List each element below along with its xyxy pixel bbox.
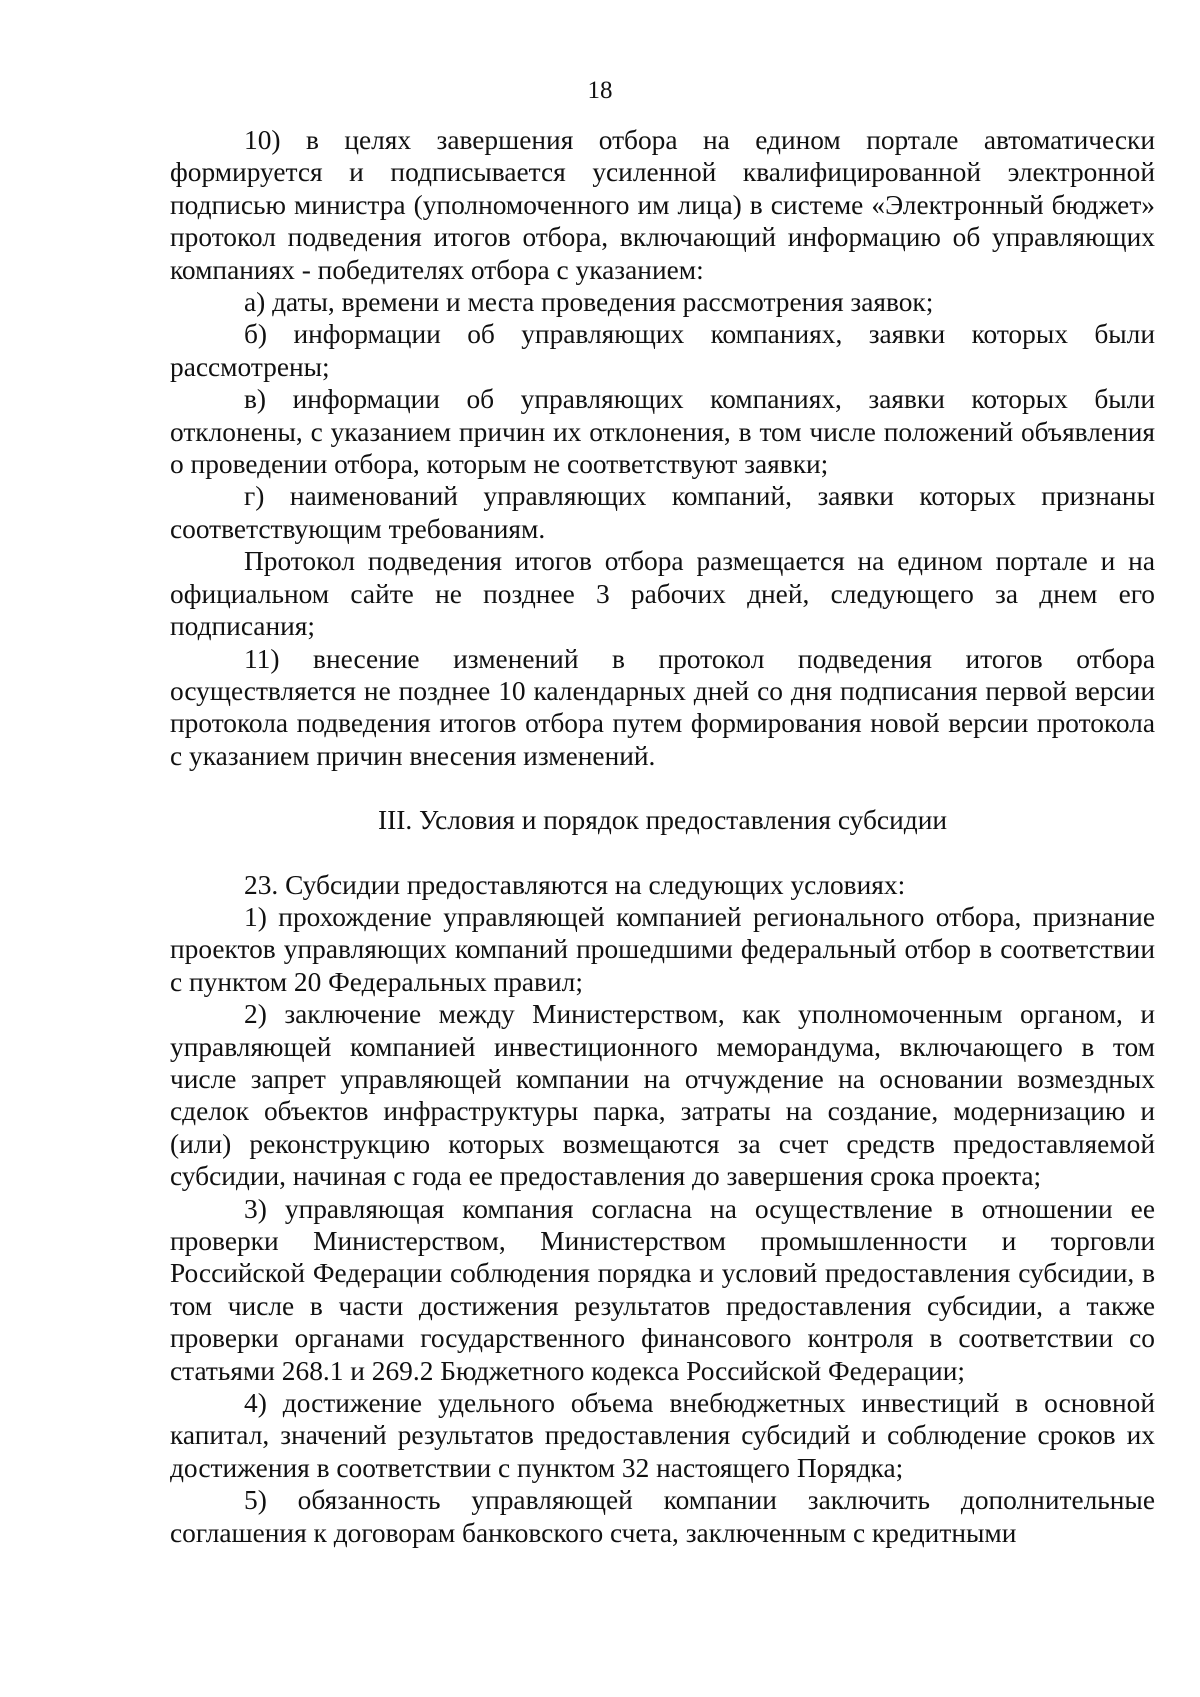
paragraph-condition-3: 3) управляющая компания согласна на осуществление в отношении ее проверки Министерством, Министерством промышленности и торговли Российской Федерации соблюдения порядка и условий предоставления субсидии, в том числе в части достижения результатов предоставления субсидии, а также проверки органами государственного финансового контроля в соответствии со статьями 268.1 и 269.2 Бюджетного кодекса Российской Федерации; — [170, 1193, 1155, 1386]
paragraph-subitem-a: а) даты, времени и места проведения рассмотрения заявок; — [244, 287, 934, 318]
paragraph-condition-1: 1) прохождение управляющей компанией регионального отбора, признание проектов управляющих компаний прошедшими федеральный отбор в соответствии с пунктом 20 Федеральных правил; — [170, 901, 1155, 997]
paragraph-condition-5: 5) обязанность управляющей компании заключить дополнительные соглашения к договорам банковского счета, заключенным с кредитными — [170, 1485, 1155, 1548]
paragraph-item-10: 10) в целях завершения отбора на едином портале автоматически формируется и подписывается усиленной квалифицированной электронной подписью министра (уполномоченного им лица) в системе «Электронный бюджет» протокол подведения итогов отбора, включающий информацию об управляющих компаниях - победителях отбора с указанием: — [170, 125, 1155, 285]
paragraph-condition-2: 2) заключение между Министерством, как уполномоченным органом, и управляющей компанией инвестиционного меморандума, включающего в том числе запрет управляющей компании на отчуждение на основании возмездных сделок объектов инфраструктуры парка, затраты на создание, модернизацию и (или) реконструкцию которых возмещаются за счет средств предоставляемой субсидии, начиная с года ее предоставления до завершения срока проекта; — [170, 999, 1155, 1192]
paragraph-subitem-v: в) информации об управляющих компаниях, заявки которых были отклонены, с указанием причин их отклонения, в том числе положений объявления о проведении отбора, которым не соответствуют заявки; — [170, 384, 1155, 480]
document-body — [170, 124, 1155, 1549]
paragraph-item-11: 11) внесение изменений в протокол подведения итогов отбора осуществляется не позднее 10 календарных дней со дня подписания первой версии протокола подведения итогов отбора путем формирования новой версии протокола с указанием причин внесения изменений. — [170, 643, 1155, 771]
page-number: 18 — [587, 77, 613, 104]
paragraph-condition-4: 4) достижение удельного объема внебюджетных инвестиций в основной капитал, значений результатов предоставления субсидий и соблюдение сроков их достижения в соответствии с пунктом 32 настоящего Порядка; — [170, 1388, 1155, 1483]
section-heading: III. Условия и порядок предоставления субсидии — [377, 805, 948, 836]
paragraph-subitem-b: б) информации об управляющих компаниях, заявки которых были рассмотрены; — [170, 319, 1155, 382]
paragraph-subitem-g: г) наименований управляющих компаний, заявки которых признаны соответствующим требованиям. — [170, 481, 1155, 544]
paragraph-clause-23: 23. Субсидии предоставляются на следующих условиях: — [244, 869, 906, 900]
paragraph-protocol-publication: Протокол подведения итогов отбора размещается на едином портале и на официальном сайте не позднее 3 рабочих дней, следующего за днем его подписания; — [170, 546, 1155, 642]
